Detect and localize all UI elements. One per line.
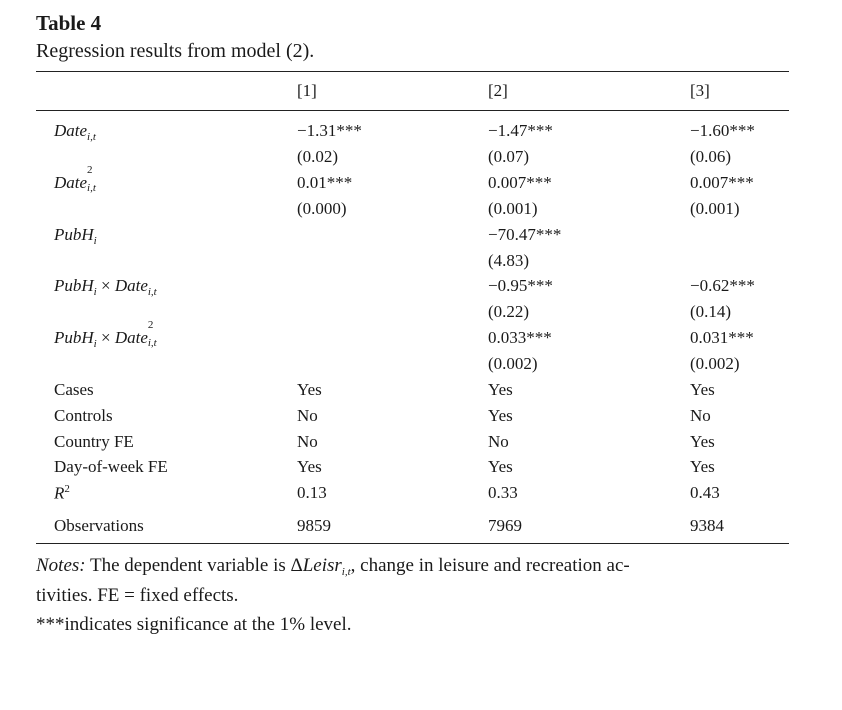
cell-date-c1-coef: −1.31*** (297, 121, 362, 140)
row-label-controls: Controls (54, 406, 113, 425)
cell-pubh-date-c3-coef: −0.62*** (690, 276, 755, 295)
cell-date-c2-se: (0.07) (488, 147, 530, 166)
row-label-pubh-x-date: PubH$_i$ × Date$_{i,t}$ (54, 276, 157, 298)
cell-date2-c2-coef: 0.007*** (488, 173, 552, 192)
cell-controls-c1: No (297, 406, 318, 425)
cell-controls-c2: Yes (488, 406, 513, 425)
cell-date-c1-se: (0.02) (297, 147, 339, 166)
cell-date-c3-coef: −1.60*** (690, 121, 755, 140)
cell-pubh-date2-c3-se: (0.002) (690, 354, 740, 373)
row-label-cases: Cases (54, 380, 94, 399)
row-label-date-squared: Date 2 i,t (54, 164, 96, 194)
cell-pubh-date2-c3-coef: 0.031*** (690, 328, 754, 347)
cell-pubh-c2-se: (4.83) (488, 251, 530, 270)
cell-dow-fe-c1: Yes (297, 457, 322, 476)
cell-country-fe-c3: Yes (690, 432, 715, 451)
row-label-country-fe: Country FE (54, 432, 134, 451)
column-header-1: [1] (297, 81, 317, 100)
cell-pubh-date2-c2-se: (0.002) (488, 354, 538, 373)
header-rule (36, 110, 789, 111)
cell-cases-c3: Yes (690, 380, 715, 399)
cell-controls-c3: No (690, 406, 711, 425)
row-label-date: Date$_{i,t}$ (54, 121, 96, 143)
cell-r2-c1: 0.13 (297, 483, 327, 502)
bottom-rule (36, 543, 789, 544)
row-label-r-squared: $R^2$ (54, 483, 70, 503)
cell-cases-c2: Yes (488, 380, 513, 399)
notes-line-1: Notes: The dependent variable is ΔLeisr$_{i,t}$, change in leisure and recreation ac- (36, 555, 630, 578)
cell-obs-c1: 9859 (297, 516, 331, 535)
column-header-2: [2] (488, 81, 508, 100)
top-rule (36, 71, 789, 72)
cell-dow-fe-c2: Yes (488, 457, 513, 476)
notes-line-3: ***indicates significance at the 1% level. (36, 614, 352, 635)
cell-pubh-date-c2-se: (0.22) (488, 302, 530, 321)
column-header-3: [3] (690, 81, 710, 100)
cell-obs-c2: 7969 (488, 516, 522, 535)
table-caption: Regression results from model (2). (36, 40, 315, 62)
cell-date2-c1-se: (0.000) (297, 199, 347, 218)
cell-pubh-date2-c2-coef: 0.033*** (488, 328, 552, 347)
cell-date2-c1-coef: 0.01*** (297, 173, 353, 192)
cell-country-fe-c1: No (297, 432, 318, 451)
cell-date2-c3-se: (0.001) (690, 199, 740, 218)
cell-cases-c1: Yes (297, 380, 322, 399)
cell-pubh-c2-coef: −70.47*** (488, 225, 562, 244)
row-label-day-of-week-fe: Day-of-week FE (54, 457, 168, 476)
cell-date2-c3-coef: 0.007*** (690, 173, 754, 192)
row-label-pubh-x-date-squared: PubH$_i$ × Date 2 i,t (54, 319, 157, 350)
row-label-observations: Observations (54, 516, 144, 535)
notes-line-2: tivities. FE = fixed effects. (36, 585, 239, 606)
cell-date2-c2-se: (0.001) (488, 199, 538, 218)
cell-pubh-date-c3-se: (0.14) (690, 302, 732, 321)
cell-dow-fe-c3: Yes (690, 457, 715, 476)
cell-date-c2-coef: −1.47*** (488, 121, 553, 140)
cell-country-fe-c2: No (488, 432, 509, 451)
cell-r2-c2: 0.33 (488, 483, 518, 502)
cell-pubh-date-c2-coef: −0.95*** (488, 276, 553, 295)
cell-obs-c3: 9384 (690, 516, 724, 535)
table-number: Table 4 (36, 11, 102, 35)
cell-date-c3-se: (0.06) (690, 147, 732, 166)
row-label-pubh: PubH$_i$ (54, 225, 97, 247)
cell-r2-c3: 0.43 (690, 483, 720, 502)
